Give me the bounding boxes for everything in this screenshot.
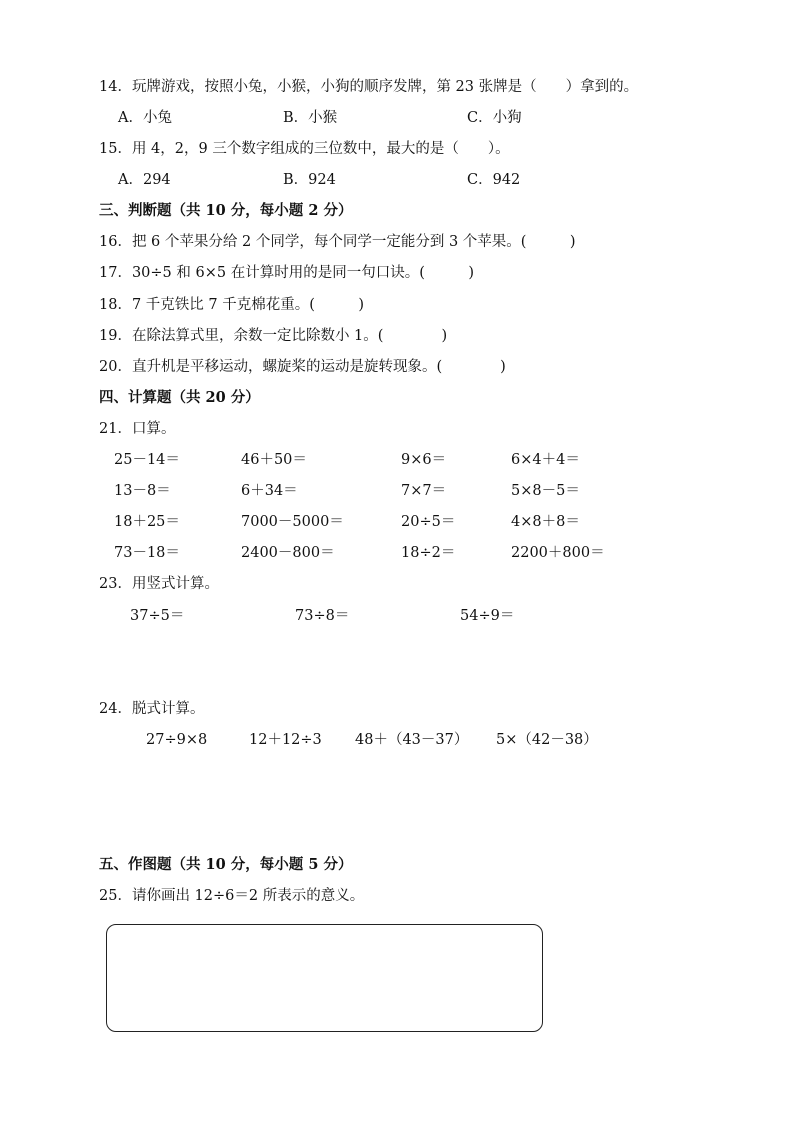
question-15-option-b: B．924 [283,172,336,188]
question-17: 17．30÷5 和 6×5 在计算时用的是同一句口诀。( ) [99,265,475,281]
question-21-label: 21．口算。 [99,421,176,437]
oral-calc-item: 20÷5＝ [401,514,456,530]
oral-calc-item: 13－8＝ [114,483,171,499]
oral-calc-item: 18÷2＝ [401,545,456,561]
vertical-calc-item: 37÷5＝ [130,608,185,624]
question-15-option-c: C．942 [467,172,521,188]
oral-calc-item: 25－14＝ [114,452,180,468]
oral-calc-item: 9×6＝ [401,452,447,468]
question-15-stem: 15．用 4，2，9 三个数字组成的三位数中，最大的是（ ）。 [99,141,510,157]
question-14-option-c: C．小狗 [467,110,522,126]
step-calc-item: 5×（42－38） [496,732,598,748]
vertical-calc-item: 73÷8＝ [295,608,350,624]
vertical-calc-item: 54÷9＝ [460,608,515,624]
question-14-option-a: A．小兔 [118,110,172,126]
oral-calc-item: 5×8－5＝ [511,483,580,499]
oral-calc-item: 7×7＝ [401,483,447,499]
question-25-label: 25．请你画出 12÷6＝2 所表示的意义。 [99,888,365,904]
question-19: 19．在除法算式里，余数一定比除数小 1。( ) [99,328,448,344]
oral-calc-item: 4×8＋8＝ [511,514,580,530]
section-5-heading: 五、作图题（共 10 分，每小题 5 分） [99,856,353,873]
oral-calc-item: 6＋34＝ [241,483,298,499]
oral-calc-item: 2200＋800＝ [511,545,605,561]
oral-calc-item: 18＋25＝ [114,514,180,530]
question-18: 18．7 千克铁比 7 千克棉花重。( ) [99,297,365,313]
question-20: 20．直升机是平移运动，螺旋桨的运动是旋转现象。( ) [99,359,506,375]
question-14-stem: 14．玩牌游戏，按照小兔，小猴，小狗的顺序发牌，第 23 张牌是（ ）拿到的。 [99,79,639,95]
oral-calc-item: 46＋50＝ [241,452,307,468]
oral-calc-item: 7000－5000＝ [241,514,344,530]
question-23-label: 23．用竖式计算。 [99,576,219,592]
step-calc-item: 12＋12÷3 [249,732,322,748]
step-calc-item: 48＋（43－37） [355,732,469,748]
oral-calc-item: 73－18＝ [114,545,180,561]
section-3-heading: 三、判断题（共 10 分，每小题 2 分） [99,202,353,219]
question-15-option-a: A．294 [118,172,171,188]
oral-calc-item: 6×4＋4＝ [511,452,580,468]
question-16: 16．把 6 个苹果分给 2 个同学，每个同学一定能分到 3 个苹果。( ) [99,234,576,250]
drawing-answer-box[interactable] [106,924,543,1032]
question-14-option-b: B．小猴 [283,110,338,126]
oral-calc-item: 2400－800＝ [241,545,335,561]
step-calc-item: 27÷9×8 [146,732,208,748]
section-4-heading: 四、计算题（共 20 分） [99,389,260,406]
question-24-label: 24．脱式计算。 [99,701,205,717]
